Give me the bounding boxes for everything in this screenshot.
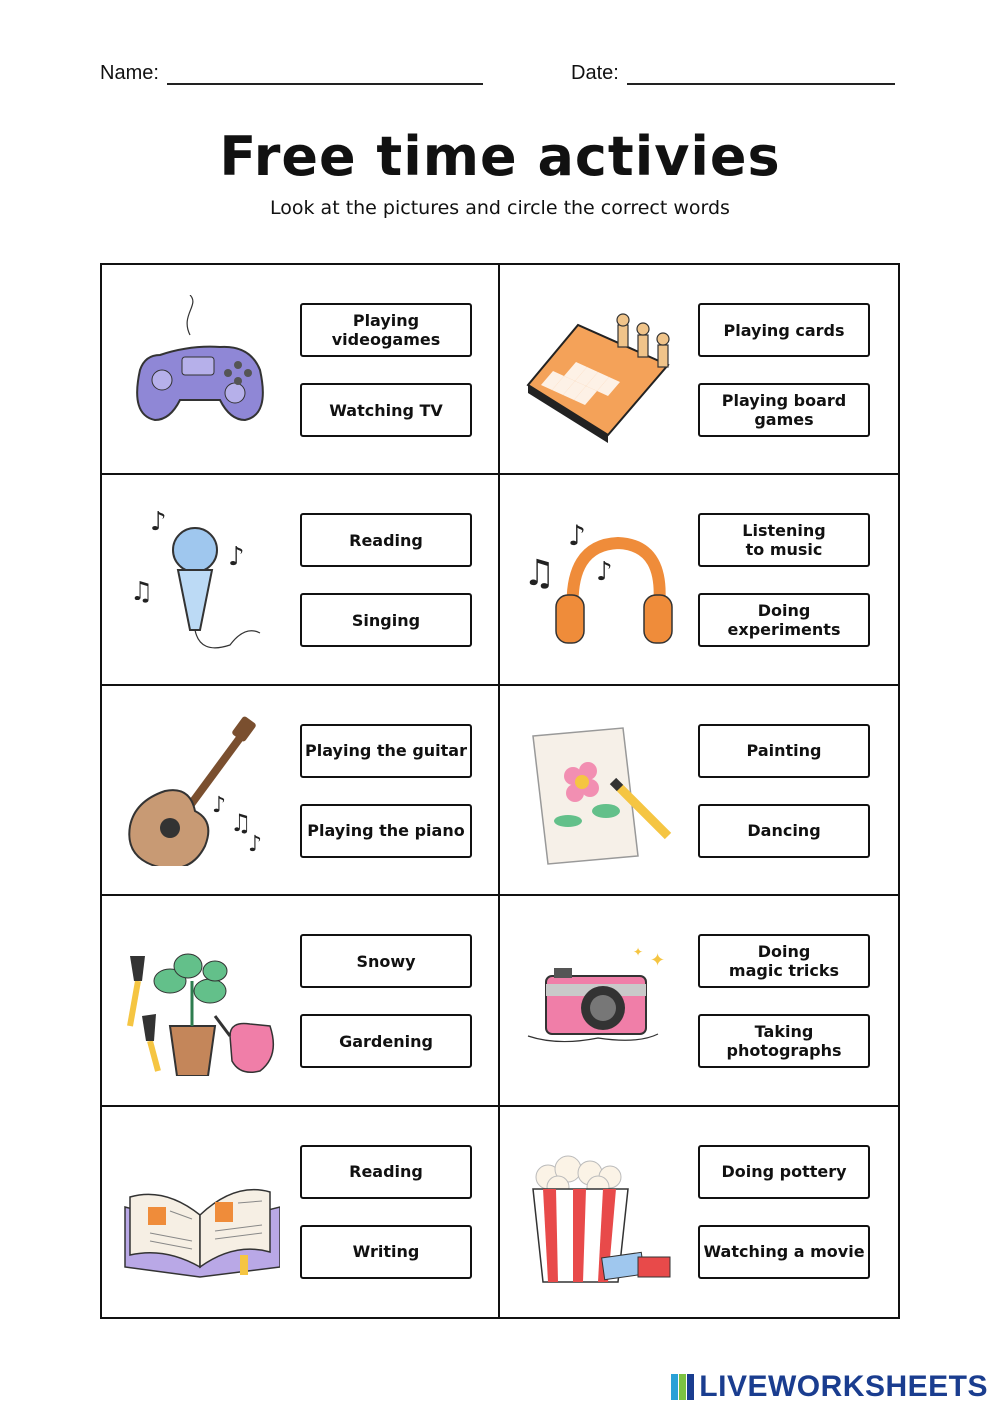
chess-board-icon: [518, 295, 678, 445]
name-label: Name:: [100, 62, 159, 84]
svg-text:♪: ♪: [212, 792, 227, 818]
activity-cell: [102, 686, 500, 896]
activity-cell: [500, 475, 898, 685]
option-singing[interactable]: Singing: [300, 593, 472, 647]
activity-cell: [102, 896, 500, 1106]
svg-text:♫: ♫: [230, 808, 252, 837]
svg-text:♫: ♫: [130, 577, 154, 608]
option-gardening[interactable]: Gardening: [300, 1014, 472, 1068]
option-dancing[interactable]: Dancing: [698, 804, 870, 858]
activity-grid: [100, 263, 900, 1319]
svg-text:✦: ✦: [633, 945, 644, 960]
option-writing[interactable]: Writing: [300, 1225, 472, 1279]
option-reading[interactable]: Reading: [300, 513, 472, 567]
option-playing-the-piano[interactable]: Playing the piano: [300, 804, 472, 858]
option-doing-experiments[interactable]: Doing experiments: [698, 593, 870, 647]
svg-text:♪: ♪: [568, 519, 586, 553]
option-painting[interactable]: Painting: [698, 724, 870, 778]
svg-text:♪: ♪: [228, 542, 245, 573]
option-doing-magic-tricks[interactable]: Doing magic tricks: [698, 934, 870, 988]
open-book-icon: [120, 1137, 280, 1287]
date-line[interactable]: [627, 63, 895, 85]
activity-cell: [500, 686, 898, 896]
svg-text:♪: ♪: [248, 831, 263, 857]
option-watching-a-movie[interactable]: Watching a movie: [698, 1225, 870, 1279]
activity-cell: [500, 265, 898, 475]
activity-cell: [102, 1107, 500, 1317]
option-listening-to-music[interactable]: Listening to music: [698, 513, 870, 567]
popcorn-icon: [518, 1137, 678, 1287]
option-playing-the-guitar[interactable]: Playing the guitar: [300, 724, 472, 778]
date-label: Date:: [571, 62, 619, 84]
svg-text:♫: ♫: [523, 553, 556, 595]
option-playing-board-games[interactable]: Playing board games: [698, 383, 870, 437]
name-line[interactable]: [167, 63, 483, 85]
option-doing-pottery[interactable]: Doing pottery: [698, 1145, 870, 1199]
instructions: Look at the pictures and circle the correct words: [270, 197, 730, 219]
microphone-icon: [120, 505, 280, 655]
gardening-tools-icon: [120, 926, 280, 1076]
game-controller-icon: [120, 295, 280, 445]
activity-cell: [500, 896, 898, 1106]
activity-cell: [500, 1107, 898, 1317]
activity-cell: [102, 265, 500, 475]
activity-cell: [102, 475, 500, 685]
headphones-icon: [518, 505, 678, 655]
name-field[interactable]: [100, 62, 483, 85]
option-watching-tv[interactable]: Watching TV: [300, 383, 472, 437]
page-title: Free time activies: [219, 125, 781, 188]
date-field[interactable]: [571, 62, 895, 85]
camera-icon: [518, 926, 678, 1076]
guitar-icon: [120, 716, 280, 866]
brand-logo: [671, 1370, 988, 1404]
option-playing-cards[interactable]: Playing cards: [698, 303, 870, 357]
option-reading-book[interactable]: Reading: [300, 1145, 472, 1199]
svg-text:♪: ♪: [150, 507, 167, 538]
option-taking-photographs[interactable]: Taking photographs: [698, 1014, 870, 1068]
liveworksheets-logo-icon: [671, 1374, 695, 1400]
svg-text:✦: ✦: [650, 950, 666, 972]
svg-text:♪: ♪: [596, 557, 613, 588]
brand-name: LIVEWORKSHEETS: [699, 1370, 988, 1403]
option-playing-videogames[interactable]: Playing videogames: [300, 303, 472, 357]
painting-icon: [518, 716, 678, 866]
option-snowy[interactable]: Snowy: [300, 934, 472, 988]
